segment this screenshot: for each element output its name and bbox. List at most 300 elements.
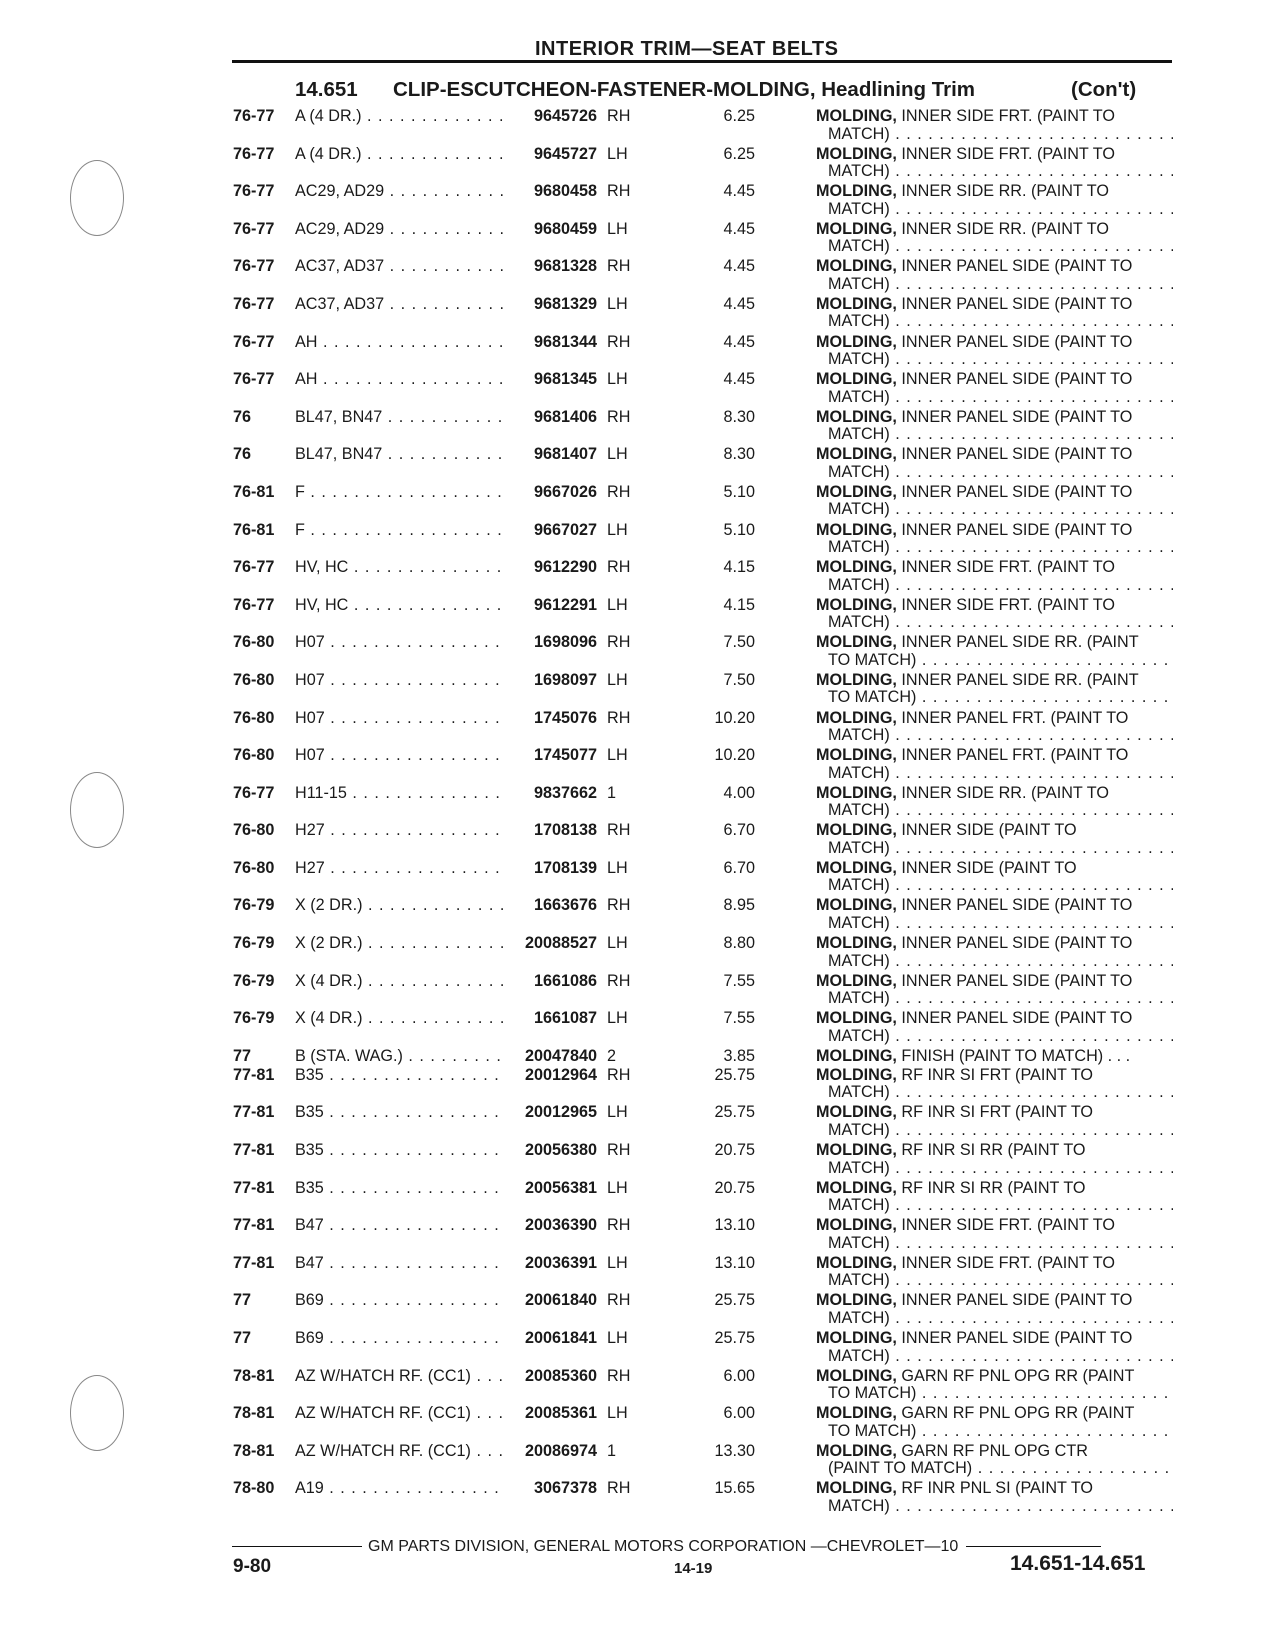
description-line-1 <box>816 1067 1173 1085</box>
description-keyword: MOLDING, <box>816 1217 897 1235</box>
list-price: 4.45 <box>723 370 755 389</box>
model-year: 76-80 <box>233 858 275 877</box>
list-price: 6.70 <box>723 858 755 877</box>
description-keyword: MOLDING, <box>816 446 897 464</box>
description-detail: RF INR SI FRT (PAINT TO <box>896 1104 1094 1122</box>
model-application: H07 . . . <box>295 710 505 728</box>
model-application: A (4 DR.) . . . <box>295 108 505 126</box>
model-application: B35 . . . <box>295 1180 505 1198</box>
description-detail: INNER PANEL SIDE (PAINT TO <box>896 1010 1133 1028</box>
list-price: 7.55 <box>723 971 755 990</box>
model-application: B47 . . . <box>295 1255 505 1273</box>
continued-label: (Con't) <box>1071 78 1137 101</box>
description-line-1 <box>816 146 1173 164</box>
description-line-1 <box>816 221 1173 239</box>
description-line-2: MATCH) . . . <box>816 464 1173 482</box>
description-line-1 <box>816 108 1173 126</box>
model-year: 78-80 <box>233 1479 275 1498</box>
table-row <box>233 1067 1173 1105</box>
list-price: 4.45 <box>723 294 755 313</box>
model-year: 77 <box>233 1046 252 1065</box>
section-heading <box>295 78 1137 102</box>
side-or-quantity: RH <box>607 257 631 276</box>
description-line-2: MATCH) . . . <box>816 1122 1173 1140</box>
list-price: 25.75 <box>714 1329 755 1347</box>
model-application: AH . . . <box>295 371 505 389</box>
model-year: 76-79 <box>233 1009 275 1028</box>
part-number: 1745077 <box>533 746 597 765</box>
list-price: 8.30 <box>723 445 755 464</box>
table-row <box>233 822 1173 860</box>
model-application: AC29, AD29 . . . <box>295 221 505 239</box>
binder-hole-middle <box>70 772 124 848</box>
description-detail: GARN RF PNL OPG CTR <box>896 1442 1088 1460</box>
list-price: 3.85 <box>723 1046 755 1065</box>
part-number: 9612290 <box>533 558 597 577</box>
binder-hole-bottom <box>70 1375 124 1451</box>
part-number: 20061841 <box>524 1329 597 1347</box>
description-detail: INNER PANEL SIDE (PAINT TO <box>896 333 1133 351</box>
description-keyword: MOLDING, <box>816 371 897 389</box>
list-price: 4.15 <box>723 595 755 614</box>
table-row <box>233 1104 1173 1142</box>
model-application: AC29, AD29 . . . <box>295 183 505 201</box>
part-number: 9681345 <box>533 370 597 389</box>
table-row <box>233 296 1173 334</box>
model-year: 76-81 <box>233 482 275 501</box>
side-or-quantity: LH <box>607 1329 628 1347</box>
description-detail: INNER SIDE FRT. (PAINT TO <box>896 108 1115 125</box>
model-year: 76-77 <box>233 370 275 389</box>
list-price: 25.75 <box>714 1103 755 1122</box>
description-keyword: MOLDING, <box>816 596 897 614</box>
part-description <box>816 935 1173 970</box>
part-description <box>816 183 1173 218</box>
description-line-2: MATCH) . . . <box>816 915 1173 933</box>
list-price: 10.20 <box>714 746 755 765</box>
list-price: 4.45 <box>723 257 755 276</box>
side-or-quantity: RH <box>607 1141 631 1160</box>
description-keyword: MOLDING, <box>816 295 897 313</box>
table-row <box>233 935 1173 973</box>
model-application: B69 . . . <box>295 1292 505 1310</box>
description-line-1 <box>816 822 1173 840</box>
description-line-2: MATCH) . . . <box>816 840 1173 858</box>
side-or-quantity: LH <box>607 219 628 238</box>
description-line-2: MATCH) . . . <box>816 313 1173 331</box>
description-line-1 <box>816 1255 1173 1273</box>
description-line-1 <box>816 935 1173 953</box>
side-or-quantity: LH <box>607 670 628 689</box>
model-application: HV, HC . . . <box>295 559 505 577</box>
parts-list <box>233 108 1173 1518</box>
description-line-1 <box>816 1368 1173 1386</box>
part-description <box>816 1010 1173 1045</box>
list-price: 15.65 <box>714 1479 755 1498</box>
description-line-1 <box>816 1010 1173 1028</box>
table-row <box>233 334 1173 372</box>
description-line-2: TO MATCH) . . . <box>816 652 1173 670</box>
footer-rule-right <box>966 1546 1101 1547</box>
model-application: B35 . . . <box>295 1142 505 1160</box>
table-row <box>233 1443 1173 1481</box>
list-price: 6.00 <box>723 1366 755 1385</box>
part-number: 9645726 <box>533 107 597 125</box>
model-application: H07 . . . <box>295 672 505 690</box>
table-row <box>233 371 1173 409</box>
part-description <box>816 522 1173 557</box>
part-number: 20047840 <box>524 1046 597 1065</box>
model-application: B (STA. WAG.) . . . <box>295 1048 505 1066</box>
description-keyword: MOLDING, <box>816 145 897 163</box>
list-price: 5.10 <box>723 482 755 501</box>
description-line-1 <box>816 484 1173 502</box>
description-keyword: MOLDING, <box>816 1367 897 1385</box>
table-row <box>233 710 1173 748</box>
model-application: H07 . . . <box>295 747 505 765</box>
description-line-2: MATCH) . . . <box>816 765 1173 783</box>
description-line-1 <box>816 897 1173 915</box>
part-number: 20056381 <box>524 1178 597 1197</box>
part-description <box>816 258 1173 293</box>
part-number: 1745076 <box>533 708 597 727</box>
model-year: 76-81 <box>233 520 275 539</box>
part-description <box>816 897 1173 932</box>
list-price: 4.45 <box>723 219 755 238</box>
list-price: 7.55 <box>723 1009 755 1028</box>
table-row <box>233 973 1173 1011</box>
table-row <box>233 860 1173 898</box>
part-description <box>816 409 1173 444</box>
list-price: 13.10 <box>714 1216 755 1235</box>
description-detail: INNER SIDE RR. (PAINT TO <box>896 183 1109 201</box>
description-keyword: MOLDING, <box>816 521 897 539</box>
model-year: 77-81 <box>233 1253 275 1272</box>
side-or-quantity: LH <box>607 1178 628 1197</box>
model-year: 76-79 <box>233 971 275 990</box>
list-price: 10.20 <box>714 708 755 727</box>
description-line-2: MATCH) . . . <box>816 1084 1173 1102</box>
table-row <box>233 1217 1173 1255</box>
description-line-1 <box>816 258 1173 276</box>
description-line-2: MATCH) . . . <box>816 539 1173 557</box>
part-number: 9680458 <box>533 182 597 201</box>
description-keyword: MOLDING, <box>816 108 897 125</box>
model-year: 76-77 <box>233 332 275 351</box>
part-description <box>816 860 1173 895</box>
model-application: H07 . . . <box>295 634 505 652</box>
page-title: INTERIOR TRIM—SEAT BELTS <box>535 38 839 60</box>
table-row <box>233 1405 1173 1443</box>
model-year: 77-81 <box>233 1141 275 1160</box>
section-number: 14.651 <box>295 78 358 101</box>
part-description <box>816 1104 1173 1139</box>
description-detail: RF INR SI RR (PAINT TO <box>896 1142 1086 1160</box>
description-line-2: MATCH) . . . <box>816 426 1173 444</box>
description-keyword: MOLDING, <box>816 1047 897 1065</box>
table-row <box>233 146 1173 184</box>
model-application: AC37, AD37 . . . <box>295 258 505 276</box>
list-price: 20.75 <box>714 1141 755 1160</box>
description-line-1 <box>816 1104 1173 1122</box>
description-line-2: MATCH) . . . <box>816 1272 1173 1290</box>
description-line-1 <box>816 446 1173 464</box>
part-description <box>816 559 1173 594</box>
description-line-1 <box>816 183 1173 201</box>
footer-section-range: 14.651-14.651 <box>1010 1552 1146 1575</box>
description-line-1 <box>816 747 1173 765</box>
part-number: 3067378 <box>533 1479 597 1498</box>
model-application: AH . . . <box>295 334 505 352</box>
footer-publisher-line <box>232 1538 1101 1556</box>
description-keyword: MOLDING, <box>816 822 897 840</box>
model-year: 76-80 <box>233 708 275 727</box>
description-detail: INNER PANEL SIDE RR. (PAINT <box>896 634 1139 652</box>
list-price: 8.95 <box>723 896 755 915</box>
part-number: 20088527 <box>524 934 597 953</box>
model-year: 76-77 <box>233 182 275 201</box>
model-year: 76 <box>233 407 252 426</box>
side-or-quantity: RH <box>607 558 631 577</box>
side-or-quantity: RH <box>607 708 631 727</box>
table-row <box>233 634 1173 672</box>
side-or-quantity: RH <box>607 1291 631 1310</box>
model-year: 76-80 <box>233 633 275 652</box>
part-number: 9645727 <box>533 144 597 163</box>
part-number: 1708139 <box>533 858 597 877</box>
model-year: 77-81 <box>233 1216 275 1235</box>
table-row <box>233 785 1173 823</box>
side-or-quantity: LH <box>607 1009 628 1028</box>
list-price: 7.50 <box>723 670 755 689</box>
description-keyword: MOLDING, <box>816 935 897 953</box>
part-description <box>816 296 1173 331</box>
model-application: B35 . . . <box>295 1067 505 1085</box>
table-row <box>233 522 1173 560</box>
description-keyword: MOLDING, <box>816 671 897 689</box>
table-row <box>233 1368 1173 1406</box>
part-description <box>816 1180 1173 1215</box>
list-price: 8.30 <box>723 407 755 426</box>
part-number: 9681329 <box>533 294 597 313</box>
table-row <box>233 1048 1173 1067</box>
description-detail: INNER SIDE RR. (PAINT TO <box>896 784 1109 802</box>
side-or-quantity: RH <box>607 107 631 125</box>
description-line-2: (PAINT TO MATCH) . . . <box>816 1460 1173 1478</box>
description-line-2: MATCH) . . . <box>816 126 1173 144</box>
description-line-2: MATCH) . . . <box>816 577 1173 595</box>
description-line-1 <box>816 522 1173 540</box>
list-price: 6.25 <box>723 144 755 163</box>
part-number: 20056380 <box>524 1141 597 1160</box>
side-or-quantity: LH <box>607 595 628 614</box>
description-line-1 <box>816 334 1173 352</box>
model-year: 76 <box>233 445 252 464</box>
part-number: 20085361 <box>524 1404 597 1423</box>
part-number: 9681407 <box>533 445 597 464</box>
description-detail: INNER PANEL SIDE (PAINT TO <box>896 897 1133 915</box>
part-number: 1663676 <box>533 896 597 915</box>
side-or-quantity: RH <box>607 821 631 840</box>
side-or-quantity: LH <box>607 370 628 389</box>
description-detail: RF INR SI FRT (PAINT TO <box>896 1066 1094 1084</box>
side-or-quantity: LH <box>607 294 628 313</box>
description-line-1 <box>816 1443 1173 1461</box>
table-row <box>233 559 1173 597</box>
table-row <box>233 108 1173 146</box>
model-application: X (4 DR.) . . . <box>295 973 505 991</box>
part-description <box>816 146 1173 181</box>
part-number: 9681406 <box>533 407 597 426</box>
description-line-1 <box>816 1217 1173 1235</box>
model-year: 76-80 <box>233 821 275 840</box>
part-description <box>816 484 1173 519</box>
model-application: AZ W/HATCH RF. (CC1) . . . <box>295 1443 505 1461</box>
description-detail: INNER PANEL SIDE (PAINT TO <box>896 258 1133 276</box>
side-or-quantity: 1 <box>607 783 617 802</box>
model-application: AZ W/HATCH RF. (CC1) . . . <box>295 1368 505 1386</box>
description-line-1 <box>816 597 1173 615</box>
description-detail: INNER PANEL SIDE (PAINT TO <box>896 483 1133 501</box>
table-row <box>233 258 1173 296</box>
description-detail: INNER PANEL SIDE (PAINT TO <box>896 972 1133 990</box>
side-or-quantity: RH <box>607 1366 631 1385</box>
model-year: 76-77 <box>233 595 275 614</box>
description-line-1 <box>816 860 1173 878</box>
footer-date: 9-80 <box>233 1556 272 1577</box>
side-or-quantity: LH <box>607 1253 628 1272</box>
list-price: 4.15 <box>723 558 755 577</box>
side-or-quantity: LH <box>607 858 628 877</box>
description-line-2: MATCH) . . . <box>816 802 1173 820</box>
description-detail: INNER SIDE FRT. (PAINT TO <box>896 1217 1115 1235</box>
model-year: 77-81 <box>233 1178 275 1197</box>
description-detail: GARN RF PNL OPG RR (PAINT <box>896 1405 1135 1423</box>
model-application: HV, HC . . . <box>295 597 505 615</box>
description-keyword: MOLDING, <box>816 1010 897 1028</box>
description-detail: INNER PANEL FRT. (PAINT TO <box>896 747 1129 765</box>
part-number: 20061840 <box>524 1291 597 1310</box>
side-or-quantity: RH <box>607 896 631 915</box>
description-keyword: MOLDING, <box>816 859 897 877</box>
side-or-quantity: RH <box>607 1216 631 1235</box>
model-application: BL47, BN47 . . . <box>295 446 505 464</box>
part-number: 20086974 <box>524 1441 597 1460</box>
part-description <box>816 1067 1173 1102</box>
description-detail: INNER PANEL SIDE (PAINT TO <box>896 1330 1133 1347</box>
model-application: B35 . . . <box>295 1104 505 1122</box>
list-price: 25.75 <box>714 1291 755 1310</box>
side-or-quantity: LH <box>607 1103 628 1122</box>
description-line-1 <box>816 1405 1173 1423</box>
description-detail: INNER SIDE (PAINT TO <box>896 822 1077 840</box>
part-description <box>816 371 1173 406</box>
description-line-2: MATCH) . . . <box>816 727 1173 745</box>
side-or-quantity: RH <box>607 971 631 990</box>
model-application: B47 . . . <box>295 1217 505 1235</box>
model-year: 76-77 <box>233 107 275 125</box>
description-line-2: TO MATCH) . . . <box>816 689 1173 707</box>
part-description <box>816 1368 1173 1403</box>
footer-rule-left <box>232 1546 362 1547</box>
model-application: BL47, BN47 . . . <box>295 409 505 427</box>
description-line-2: MATCH) . . . <box>816 1348 1173 1366</box>
description-keyword: MOLDING, <box>816 709 897 727</box>
part-description <box>816 1292 1173 1327</box>
table-row <box>233 221 1173 259</box>
model-application: A19 . . . <box>295 1480 505 1498</box>
description-line-1 <box>816 371 1173 389</box>
model-year: 76-79 <box>233 934 275 953</box>
side-or-quantity: LH <box>607 746 628 765</box>
model-year: 76-80 <box>233 746 275 765</box>
description-keyword: MOLDING, <box>816 408 897 426</box>
description-line-1 <box>816 634 1173 652</box>
description-detail: RF INR SI RR (PAINT TO <box>896 1179 1086 1197</box>
description-line-2: MATCH) . . . <box>816 953 1173 971</box>
list-price: 5.10 <box>723 520 755 539</box>
footer-page-number: 14-19 <box>674 1560 713 1577</box>
footer-publisher: GM PARTS DIVISION, GENERAL MOTORS CORPORATION —CHEVROLET—10 <box>368 1538 959 1555</box>
part-description <box>816 1480 1173 1515</box>
list-price: 25.75 <box>714 1065 755 1084</box>
model-year: 77 <box>233 1291 252 1310</box>
table-row <box>233 597 1173 635</box>
description-keyword: MOLDING, <box>816 784 897 802</box>
description-detail: INNER PANEL SIDE RR. (PAINT <box>896 671 1139 689</box>
part-description <box>816 785 1173 820</box>
description-keyword: MOLDING, <box>816 1104 897 1122</box>
description-detail: INNER PANEL SIDE (PAINT TO <box>896 446 1133 464</box>
description-line-2: MATCH) . . . <box>816 1197 1173 1215</box>
part-number: 9612291 <box>533 595 597 614</box>
model-year: 76-77 <box>233 294 275 313</box>
side-or-quantity: RH <box>607 1065 631 1084</box>
description-line-1 <box>816 710 1173 728</box>
model-application: AC37, AD37 . . . <box>295 296 505 314</box>
part-number: 20012965 <box>524 1103 597 1122</box>
description-line-1 <box>816 1142 1173 1160</box>
table-row <box>233 409 1173 447</box>
part-description <box>816 973 1173 1008</box>
side-or-quantity: LH <box>607 1404 628 1423</box>
description-line-2: MATCH) . . . <box>816 238 1173 256</box>
model-year: 78-81 <box>233 1404 275 1423</box>
side-or-quantity: RH <box>607 182 631 201</box>
description-keyword: MOLDING, <box>816 559 897 577</box>
description-keyword: MOLDING, <box>816 220 897 238</box>
side-or-quantity: RH <box>607 482 631 501</box>
description-detail: INNER SIDE FRT. (PAINT TO <box>896 1254 1115 1272</box>
model-year: 78-81 <box>233 1441 275 1460</box>
table-row <box>233 747 1173 785</box>
model-application: AZ W/HATCH RF. (CC1) . . . <box>295 1405 505 1423</box>
model-year: 76-77 <box>233 783 275 802</box>
part-number: 9667026 <box>533 482 597 501</box>
description-detail: INNER PANEL SIDE (PAINT TO <box>896 521 1133 539</box>
model-application: H27 . . . <box>295 822 505 840</box>
description-line-1 <box>816 1048 1173 1066</box>
description-keyword: MOLDING, <box>816 258 897 276</box>
side-or-quantity: LH <box>607 144 628 163</box>
description-line-2: TO MATCH) . . . <box>816 1385 1173 1403</box>
part-description <box>816 597 1173 632</box>
description-line-1 <box>816 1330 1173 1348</box>
description-detail: GARN RF PNL OPG RR (PAINT <box>896 1367 1135 1385</box>
model-application: F . . . <box>295 484 505 502</box>
description-line-1 <box>816 672 1173 690</box>
list-price: 20.75 <box>714 1178 755 1197</box>
